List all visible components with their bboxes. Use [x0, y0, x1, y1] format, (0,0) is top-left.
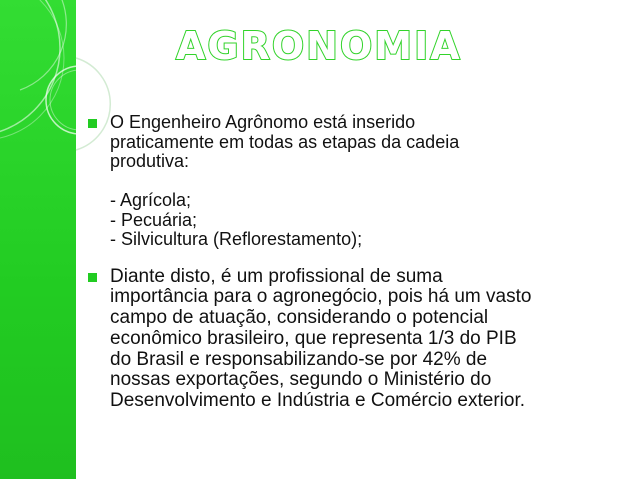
bullet-list [88, 113, 608, 412]
bullet-line: praticamente em todas as etapas da cadeia [110, 131, 460, 152]
bullet-line: do Brasil e responsabilizando-se por 42% de [110, 348, 488, 370]
line-spacer [110, 172, 608, 192]
bullet-item [88, 267, 608, 413]
bullet-line: econômico brasileiro, que representa 1/3 do PIB [110, 327, 517, 349]
square-bullet-icon [88, 119, 97, 128]
bullet-line: O Engenheiro Agrônomo está inserido [110, 112, 416, 132]
square-bullet-icon [88, 273, 97, 282]
bullet-line: Desenvolvimento e Indústria e Comércio exterior. [110, 390, 526, 412]
bullet-line: Diante disto, é um profissional de suma [110, 265, 443, 287]
bullet-line: campo de atuação, considerando o potencial [110, 307, 489, 329]
bullet-line: importância para o agronegócio, pois há um vasto [110, 286, 532, 308]
sublist-item: - Pecuária; [110, 209, 198, 230]
sublist-item: - Silvicultura (Reflorestamento); [110, 229, 363, 249]
slide-title: AGRONOMIA [176, 24, 462, 68]
green-side-band [0, 0, 76, 479]
bullet-line: nossas exportações, segundo o Ministério do [110, 369, 492, 391]
bullet-item [88, 113, 608, 250]
bullet-line: produtiva: [110, 151, 190, 171]
sublist-item: - Agrícola; [110, 190, 192, 210]
